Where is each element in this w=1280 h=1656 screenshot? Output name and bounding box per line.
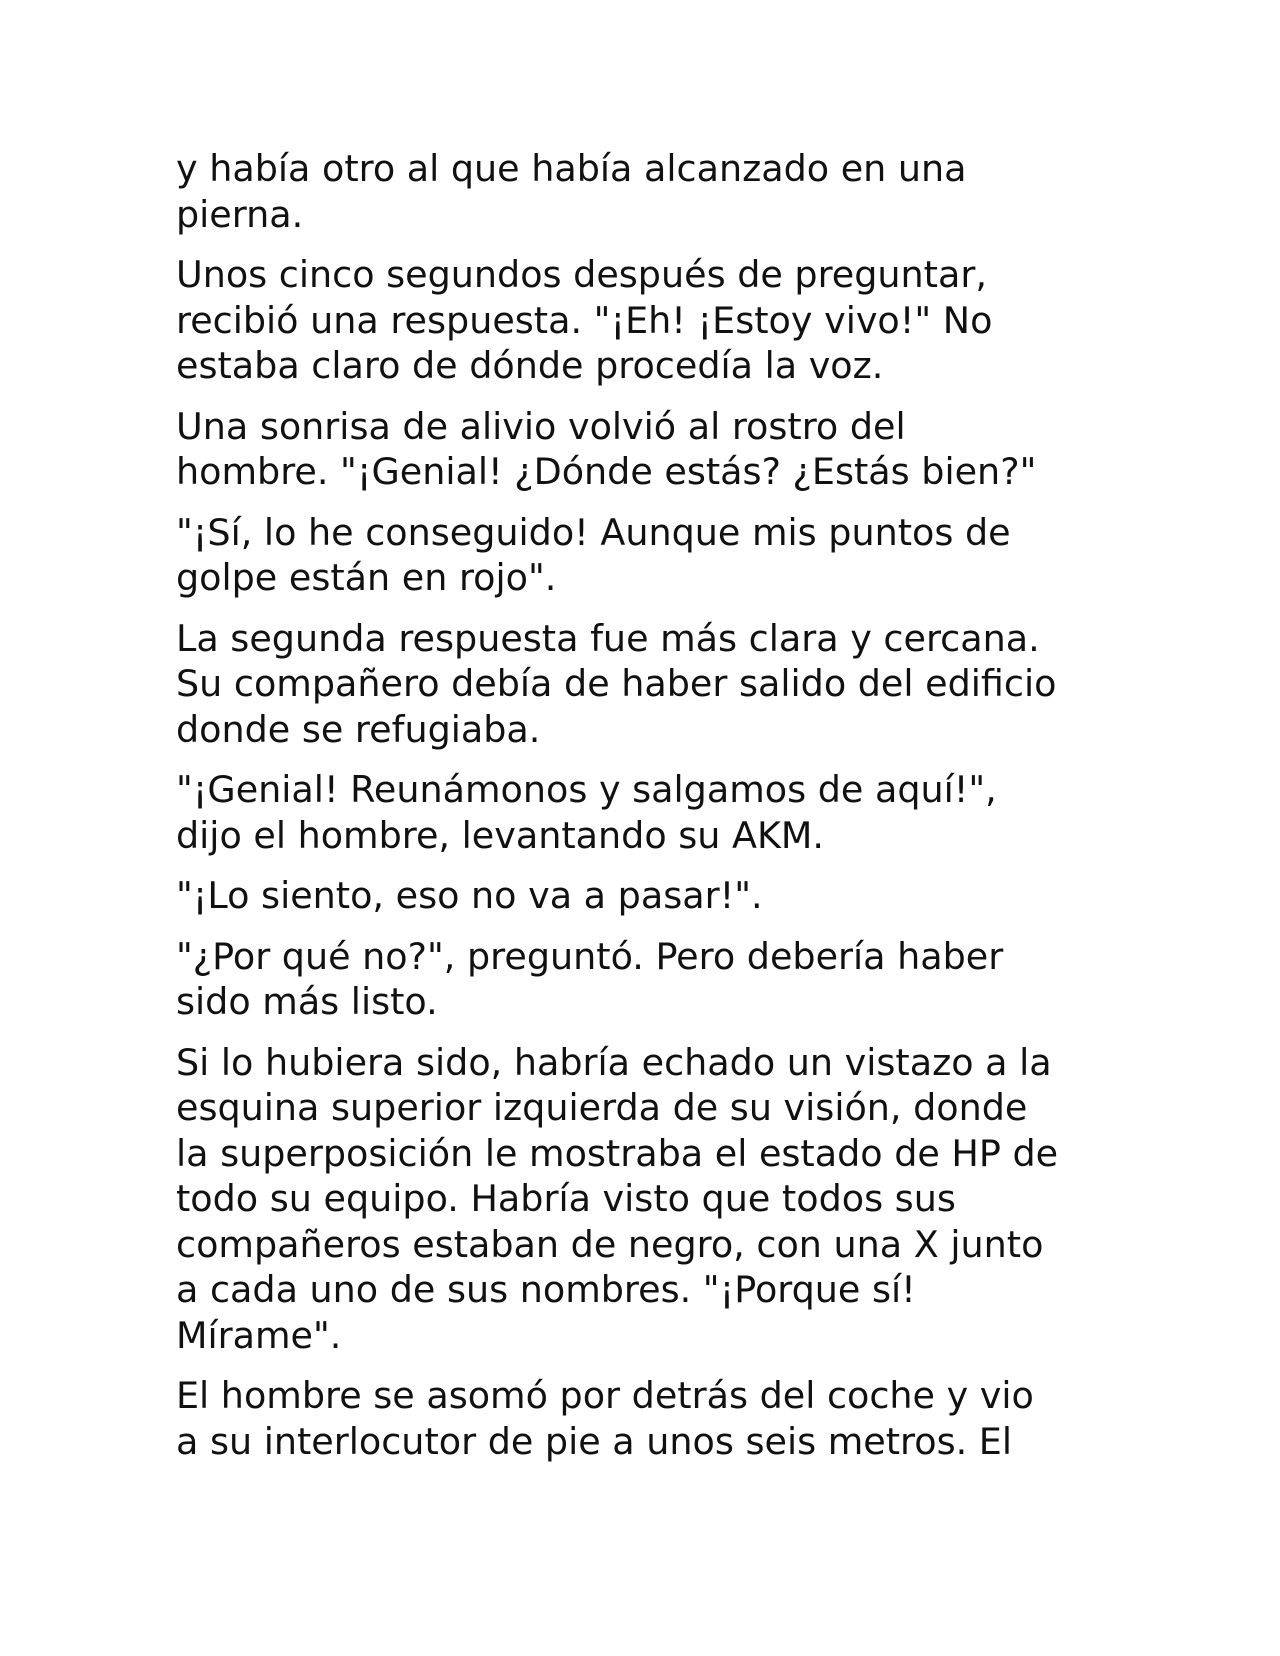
text-line: a su interlocutor de pie a unos seis metros. El (176, 1419, 1012, 1463)
paragraph-9 (176, 1040, 1096, 1359)
paragraph-7 (176, 873, 1096, 919)
text-body (176, 146, 1096, 1479)
paragraph-5 (176, 616, 1096, 753)
text-line: dijo el hombre, levantando su AKM. (176, 813, 824, 857)
text-line: "¿Por qué no?", preguntó. Pero debería haber (176, 934, 1004, 978)
text-line: estaba claro de dónde procedía la voz. (176, 344, 884, 387)
text-line: Mírame". (176, 1313, 342, 1357)
paragraph-2 (176, 252, 1096, 389)
text-line: pierna. (176, 192, 304, 236)
paragraph-6 (176, 767, 1096, 858)
paragraph-1 (176, 146, 1096, 237)
paragraph-8 (176, 934, 1096, 1025)
text-line: "¡Genial! Reunámonos y salgamos de aquí!", (176, 768, 997, 811)
text-line: golpe están en rojo". (176, 556, 557, 599)
text-line: El hombre se asomó por detrás del coche y vio (176, 1374, 1034, 1417)
text-line: "¡Lo siento, eso no va a pasar!". (176, 874, 763, 917)
text-line: y había otro al que había alcanzado en una (176, 147, 967, 190)
text-line: sido más listo. (176, 980, 438, 1023)
text-line: esquina superior izquierda de su visión, donde (176, 1086, 1028, 1129)
text-line: donde se refugiaba. (176, 707, 541, 751)
text-line: todo su equipo. Habría visto que todos sus (176, 1177, 956, 1220)
text-line: la superposición le mostraba el estado de HP de (176, 1131, 1059, 1175)
text-line: Si lo hubiera sido, habría echado un vistazo a la (176, 1040, 1052, 1084)
text-line: recibió una respuesta. "¡Eh! ¡Estoy vivo!" No (176, 298, 993, 342)
text-line: La segunda respuesta fue más clara y cercana. (176, 616, 1040, 660)
text-line: Su compañero debía de haber salido del edificio (176, 662, 1057, 705)
text-line: hombre. "¡Genial! ¿Dónde estás? ¿Estás bien?" (176, 450, 1037, 493)
text-line: a cada uno de sus nombres. "¡Porque sí! (176, 1268, 916, 1311)
text-line: "¡Sí, lo he conseguido! Aunque mis puntos de (176, 510, 1011, 554)
text-line: Unos cinco segundos después de preguntar, (176, 253, 987, 296)
paragraph-10 (176, 1373, 1096, 1464)
text-line: Una sonrisa de alivio volvió al rostro del (176, 404, 906, 448)
text-line: compañeros estaban de negro, con una X junto (176, 1222, 1044, 1266)
paragraph-4 (176, 510, 1096, 601)
paragraph-3 (176, 404, 1096, 495)
